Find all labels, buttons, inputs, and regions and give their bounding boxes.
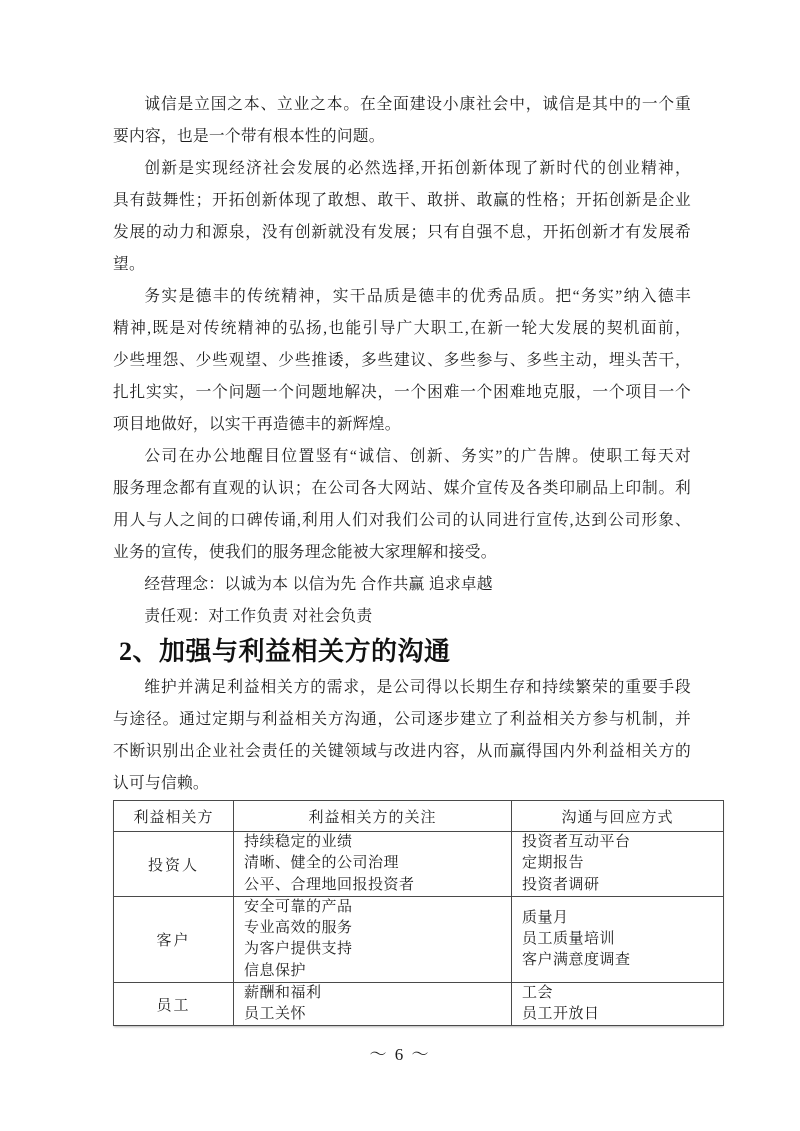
text-line: 望。 [113,256,145,273]
text-line: 诚信是立国之本、立业之本。在全面建设小康社会中，诚信是其中的一个重 [144,96,691,113]
stakeholder-cell: 员工 [114,982,234,1025]
cell-line: 工会 [522,984,554,1001]
text-line: 精神,既是对传统精神的弘扬,也能引导广大职工,在新一轮大发展的契机面前， [113,320,691,337]
text-line: 责任观：对工作负责 对社会负责 [144,608,373,625]
stakeholder-cell: 投资人 [114,832,234,897]
text-line: 维护并满足利益相关方的需求，是公司得以长期生存和持续繁荣的重要手段 [144,679,691,696]
cell-line: 持续稳定的业绩 [244,834,353,851]
section-heading: 2、加强与利益相关方的沟通 [119,637,451,666]
text-line: 项目地做好，以实干再造德丰的新辉煌。 [113,416,401,433]
cell-line: 专业高效的服务 [244,920,353,937]
cell-line: 员工质量培训 [522,930,616,947]
cell-line: 投资者调研 [522,876,600,893]
text-line: 扎扎实实，一个问题一个问题地解决，一个困难一个困难地克服，一个项目一个 [113,384,691,401]
text-line: 经营理念：以诚为本 以信为先 合作共赢 追求卓越 [144,576,493,593]
concerns-cell [234,832,512,897]
responses-cell [512,832,724,897]
cell-line: 定期报告 [522,855,585,872]
table-header-cell: 沟通与回应方式 [512,801,724,832]
cell-line: 信息保护 [244,962,307,979]
section-paragraphs [113,672,691,800]
cell-line: 员工开放日 [522,1006,600,1023]
intro-paragraphs [113,89,691,633]
cell-line: 为客户提供支持 [244,941,353,958]
cell-line: 客户满意度调查 [522,952,631,968]
text-line: 认可与信赖。 [113,775,209,792]
text-line: 业务的宣传，使我们的服务理念能被大家理解和接受。 [113,544,497,561]
text-line: 服务理念都有直观的认识；在公司各大网站、媒介宣传及各类印刷品上印制。利 [113,480,691,497]
text-line: 具有鼓舞性；开拓创新体现了敢想、敢干、敢拼、敢赢的性格；开拓创新是企业 [113,192,691,209]
table-row [114,982,724,1025]
cell-line: 清晰、健全的公司治理 [244,855,400,872]
cell-line: 薪酬和福利 [244,984,322,1001]
page-number: ～ 6 ～ [369,1045,431,1064]
text-line: 务实是德丰的传统精神，实干品质是德丰的优秀品质。把“务实”纳入德丰 [144,288,691,305]
cell-line: 投资者互动平台 [522,834,631,851]
text-line: 创新是实现经济社会发展的必然选择,开拓创新体现了新时代的创业精神， [144,160,691,177]
stakeholder-table [113,800,724,1026]
table-row [114,897,724,983]
cell-line: 员工关怀 [244,1006,307,1023]
text-line: 少些埋怨、少些观望、少些推诿，多些建议、多些参与、多些主动，埋头苦干， [113,352,691,369]
table-header-row [114,801,724,832]
text-line: 不断识别出企业社会责任的关键领域与改进内容，从而赢得国内外利益相关方的 [113,743,691,760]
stakeholder-cell: 客户 [114,897,234,983]
responses-cell [512,897,724,983]
responses-cell [512,982,724,1025]
table-header-cell: 利益相关方 [114,801,234,832]
text-line: 用人与人之间的口碑传诵,利用人们对我们公司的认同进行宣传,达到公司形象、 [113,512,691,529]
cell-line: 质量月 [522,909,569,926]
text-line: 要内容，也是一个带有根本性的问题。 [113,128,385,145]
concerns-cell [234,982,512,1025]
table-header-cell: 利益相关方的关注 [234,801,512,832]
cell-line: 安全可靠的产品 [244,899,353,915]
text-line: 发展的动力和源泉，没有创新就没有发展；只有自强不息，开拓创新才有发展希 [113,224,691,241]
text-line: 与途径。通过定期与利益相关方沟通，公司逐步建立了利益相关方参与机制，并 [113,711,691,728]
concerns-cell [234,897,512,983]
text-line: 公司在办公地醒目位置竖有“诚信、创新、务实”的广告牌。使职工每天对 [144,448,691,465]
table-row [114,832,724,897]
cell-line: 公平、合理地回报投资者 [244,876,415,893]
